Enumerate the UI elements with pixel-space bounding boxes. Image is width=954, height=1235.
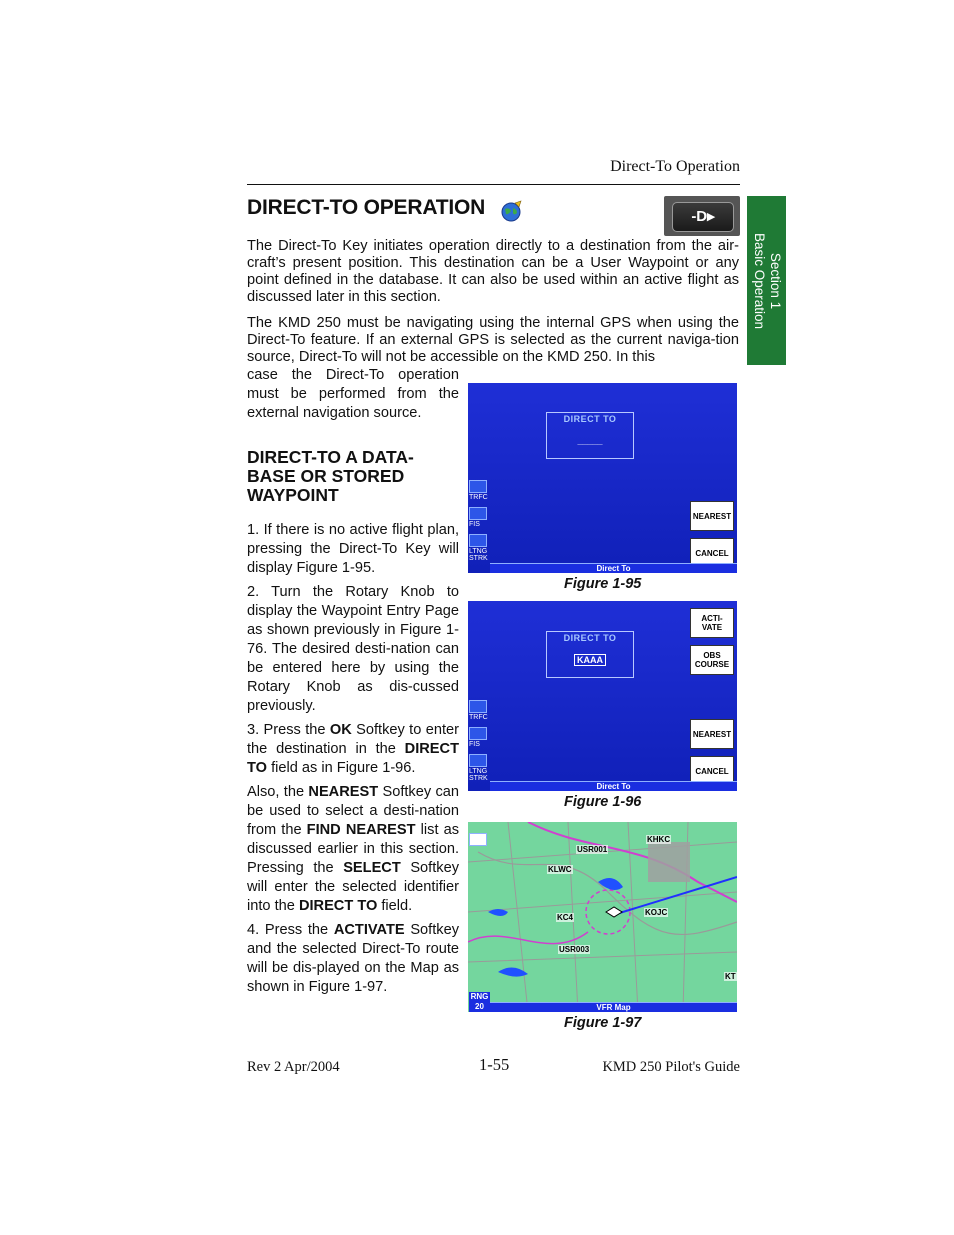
ltng-label: LTNG bbox=[469, 768, 488, 775]
map-label: USR001 bbox=[577, 845, 608, 854]
figure-1-96-caption: Figure 1-96 bbox=[564, 794, 642, 810]
step-1: 1. If there is no active flight plan, pressing the Direct-To Key will display Figure 1-95. bbox=[247, 522, 459, 576]
figure-1-95-screen bbox=[468, 383, 737, 573]
fis-icon bbox=[469, 507, 487, 520]
direct-to-key-label: -D▸ bbox=[672, 202, 734, 232]
activate-softkey[interactable]: ACTI- VATE bbox=[690, 608, 734, 638]
footer-revision: Rev 2 Apr/2004 bbox=[247, 1059, 340, 1075]
map-label: KHKC bbox=[647, 835, 671, 844]
map-label: KLWC bbox=[548, 865, 572, 874]
section-tab-line2: Basic Operation bbox=[751, 232, 767, 329]
section-tab-line1: Section 1 bbox=[767, 252, 783, 309]
figure-1-97-map bbox=[468, 822, 737, 1012]
direct-to-box bbox=[546, 631, 634, 678]
traffic-icon bbox=[469, 480, 487, 493]
fis-label: FIS bbox=[469, 741, 480, 748]
obs-course-softkey[interactable]: OBS COURSE bbox=[690, 645, 734, 675]
lightning-icon bbox=[469, 754, 487, 767]
trfc-label: TRFC bbox=[469, 714, 488, 721]
direct-to-key-image bbox=[664, 196, 740, 236]
direct-to-box-value: KAAA bbox=[547, 655, 633, 665]
left-sidebar bbox=[469, 832, 489, 847]
direct-to-box-title: DIRECT TO bbox=[563, 633, 617, 643]
steps-column bbox=[247, 521, 459, 1002]
step-4: 4. Press the ACTIVATE Softkey and the selected Direct-To route will be dis-played on the Map as shown in Figure 1-97. bbox=[247, 922, 459, 995]
figure-1-95-caption: Figure 1-95 bbox=[564, 576, 642, 592]
direct-to-box bbox=[546, 412, 634, 459]
footer-guide-title: KMD 250 Pilot's Guide bbox=[602, 1059, 740, 1075]
page-number: 1-55 bbox=[479, 1055, 510, 1074]
lightning-icon bbox=[469, 534, 487, 547]
intro-paragraph-1: The Direct-To Key initiates operation directly to a destination from the air-craft’s present position. This destination can be a User Waypoint or any point defined in the database. It can also be used within an active flight as discussed later in this section. bbox=[247, 238, 739, 305]
globe-icon bbox=[500, 199, 524, 223]
subheading: DIRECT-TO A DATA-BASE OR STORED WAYPOINT bbox=[247, 447, 414, 505]
step-2: 2. Turn the Rotary Knob to display the Waypoint Entry Page as shown previously in Figure 1-76. The desired desti-nation can be entered here by using the Rotary Knob as dis-cussed previously. bbox=[247, 584, 459, 714]
cancel-softkey[interactable]: CANCEL bbox=[690, 756, 734, 786]
ltng-label: LTNG bbox=[469, 548, 488, 555]
map-label: KOJC bbox=[645, 908, 668, 917]
header-rule bbox=[247, 184, 740, 185]
page-title-strip: VFR Map bbox=[490, 1002, 737, 1012]
map-label: USR003 bbox=[559, 945, 590, 954]
page-title-strip: Direct To bbox=[490, 563, 737, 573]
cancel-softkey[interactable]: CANCEL bbox=[690, 538, 734, 568]
direct-to-box-title: DIRECT TO bbox=[563, 414, 617, 424]
strk-label: STRK bbox=[469, 555, 488, 562]
step-3: 3. Press the OK Softkey to enter the destination in the DIRECT TO field as in Figure 1-96. bbox=[247, 722, 459, 776]
fis-label: FIS bbox=[469, 521, 480, 528]
warning-icon bbox=[469, 833, 487, 846]
traffic-icon bbox=[469, 700, 487, 713]
map-label: KC4 bbox=[557, 913, 574, 922]
strk-label: STRK bbox=[469, 775, 488, 782]
nearest-softkey[interactable]: NEAREST bbox=[690, 501, 734, 531]
left-sidebar bbox=[469, 699, 489, 782]
left-sidebar bbox=[469, 479, 489, 562]
running-head: Direct-To Operation bbox=[610, 158, 740, 175]
nearest-softkey[interactable]: NEAREST bbox=[690, 719, 734, 749]
page-title: DIRECT-TO OPERATION bbox=[247, 196, 486, 219]
map-label: KT bbox=[725, 972, 736, 981]
section-tab bbox=[747, 196, 786, 365]
also-paragraph: Also, the NEAREST Softkey can be used to select a desti-nation from the FIND NEAREST list as discussed earlier in this section. Pressing the SELECT Softkey will enter the selected identifier into the DIRECT TO field. bbox=[247, 784, 460, 914]
trfc-label: TRFC bbox=[469, 494, 488, 501]
range-indicator bbox=[469, 992, 490, 1012]
fis-icon bbox=[469, 727, 487, 740]
range-value: 20 bbox=[475, 1002, 484, 1011]
intro-paragraph-2: The KMD 250 must be navigating using the internal GPS when using the Direct-To feature. If an external GPS is selected as the current naviga-tion source, Direct-To will not be accessible on the KMD 250. In this bbox=[247, 315, 739, 365]
direct-to-box-value: _____ bbox=[577, 436, 603, 446]
figure-1-97-caption: Figure 1-97 bbox=[564, 1015, 642, 1031]
page-title-strip: Direct To bbox=[490, 781, 737, 791]
figure-1-96-screen bbox=[468, 601, 737, 791]
intro-paragraph-2-continued: case the Direct-To operation must be performed from the external navigation source. bbox=[247, 367, 459, 421]
range-label: RNG bbox=[470, 992, 489, 1001]
